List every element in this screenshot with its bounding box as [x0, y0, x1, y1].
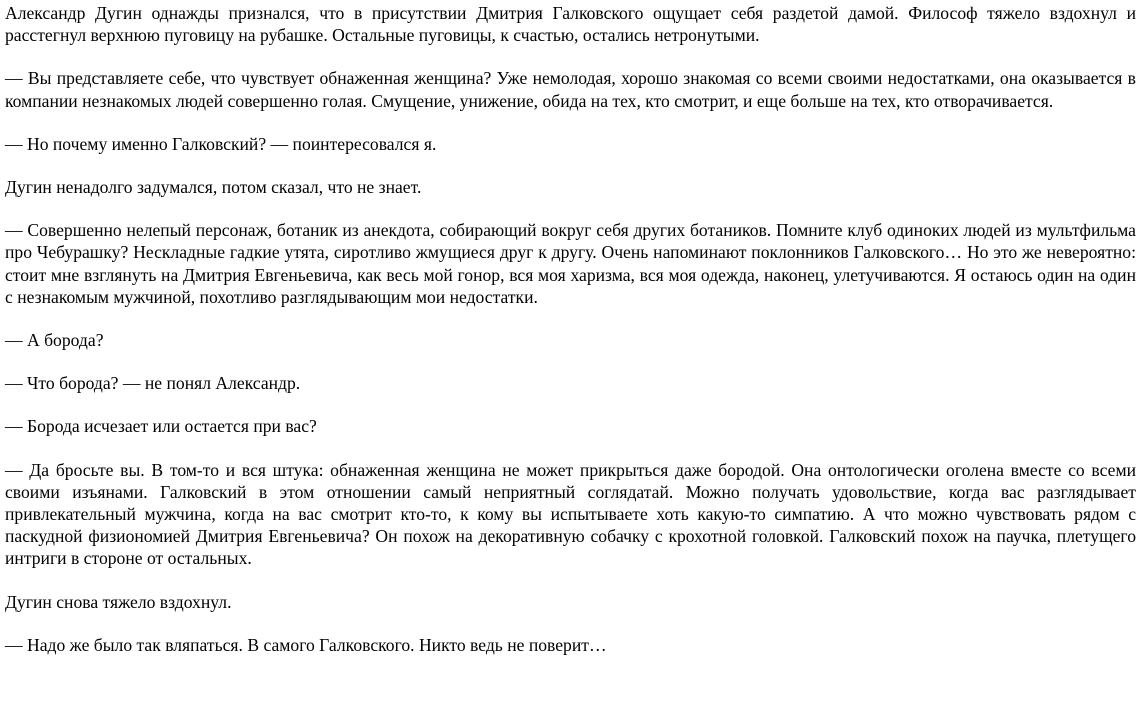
paragraph: — Но почему именно Галковский? — поинтересовался я.	[5, 133, 437, 154]
paragraph: — Надо же было так вляпаться. В самого Галковского. Никто ведь не поверит…	[5, 634, 607, 655]
paragraph: — Совершенно нелепый персонаж, ботаник из анекдота, собирающий вокруг себя других ботаников. Помните клуб одиноких людей из мультфильма про Чебурашку? Нескладные гадкие утята, сиротливо жмущиеся друг к другу. Очень напоминают поклонников Галковского… Но это же невероятно: стоит мне взглянуть на Дмитрия Евгеньевича, как весь мой гонор, вся моя харизма, вся моя одежда, наконец, улетучиваются. Я остаюсь один на один с незнакомым мужчиной, похотливо разглядывающим мои недостатки.	[5, 220, 1136, 307]
paragraph: — А борода?	[5, 330, 104, 351]
paragraph: — Вы представляете себе, что чувствует обнаженная женщина? Уже немолодая, хорошо знакомая со всеми своими недостатками, она оказывается в компании незнакомых людей совершенно голая. Смущение, унижение, обида на тех, кто смотрит, и еще больше на тех, кто отворачивается.	[5, 68, 1136, 111]
paragraph: Дугин снова тяжело вздохнул.	[5, 591, 232, 612]
paragraph: Дугин ненадолго задумался, потом сказал, что не знает.	[5, 177, 422, 198]
paragraph: Александр Дугин однажды признался, что в присутствии Дмитрия Галковского ощущает себя раздетой дамой. Философ тяжело вздохнул и расстегнул верхнюю пуговицу на рубашке. Остальные пуговицы, к счастью, остались нетронутыми.	[5, 3, 1136, 46]
article-body	[5, 2, 1136, 656]
paragraph: — Борода исчезает или остается при вас?	[5, 416, 317, 437]
paragraph: — Что борода? — не понял Александр.	[5, 373, 301, 394]
paragraph: — Да бросьте вы. В том-то и вся штука: обнаженная женщина не может прикрыться даже бородой. Она онтологически оголена вместе со всеми своими изъянами. Галковский в этом отношении самый неприятный соглядатай. Можно получать удовольствие, когда вас разглядывает привлекательный мужчина, когда на вас смотрит кто-то, к кому вы испытываете хоть какую-то симпатию. А что можно чувствовать рядом с паскудной физиономией Дмитрия Евгеньевича? Он похож на декоративную собачку с крохотной головкой. Галковский похож на паучка, плетущего интриги в стороне от остальных.	[5, 459, 1136, 569]
